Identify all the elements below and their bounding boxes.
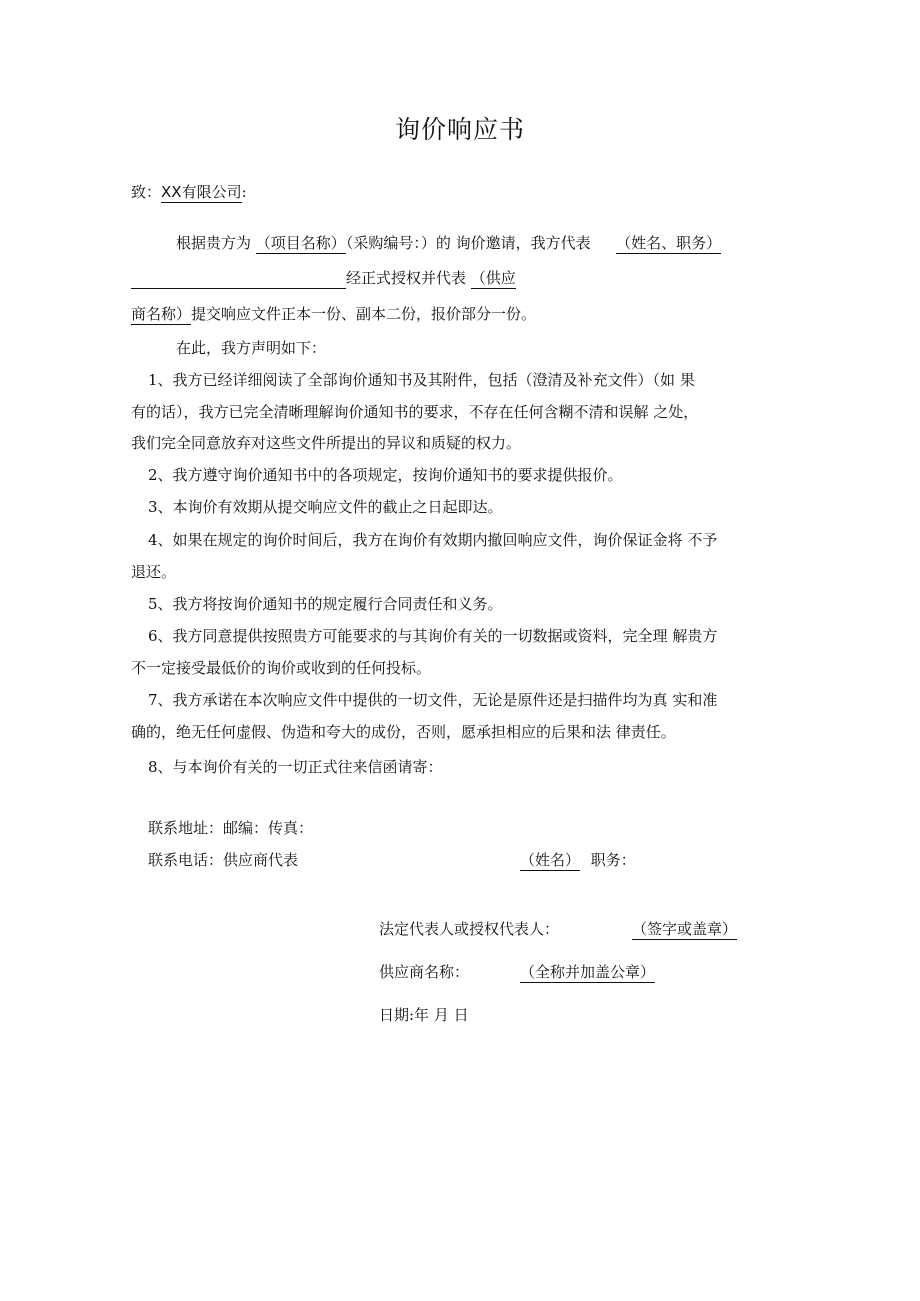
item-1-line-2: 有的话），我方已完全清晰理解询价通知书的要求，不存在任何含糊不清和误解 之处， <box>131 403 699 421</box>
supplier-name-field-b: 商名称） <box>131 305 192 323</box>
intro-text-1: 根据贵方为 <box>176 234 252 252</box>
item-7-line-2: 确的，绝无任何虚假、伪造和夸大的成份，否则，愿承担相应的后果和法 律责任。 <box>131 723 676 741</box>
intro-text-3: 经正式授权并代表 <box>346 269 467 287</box>
intro-text-2: （采购编号：）的 询价邀请，我方代表 <box>345 234 591 252</box>
legal-rep-signature-field: （签字或盖章） <box>632 920 738 938</box>
supplier-label: 供应商名称： <box>379 963 470 981</box>
intro-line-2 <box>131 268 516 289</box>
representative-field: （姓名、职务） <box>616 234 722 252</box>
legal-rep-label: 法定代表人或授权代表人： <box>379 920 560 938</box>
contact-name-line <box>520 850 636 870</box>
item-6-line-2: 不一定接受最低价的询价或收到的任何投标。 <box>131 659 432 677</box>
recipient-line <box>131 182 247 202</box>
contact-phone: 联系电话：供应商代表 <box>148 851 299 869</box>
page-title: 询价响应书 <box>394 115 525 144</box>
recipient-company: XX有限公司 <box>161 183 242 201</box>
item-4-line-2: 退还。 <box>131 563 177 581</box>
item-5-line-1: 5、我方将按询价通知书的规定履行合同责任和义务。 <box>148 595 503 613</box>
item-6-line-1: 6、我方同意提供按照贵方可能要求的与其询价有关的一切数据或资料，完全理 解贵方 <box>148 627 718 645</box>
intro-text-4: 提交响应文件正本一份、副本二份，报价部分一份。 <box>191 305 537 323</box>
contact-address: 联系地址：邮编：传真： <box>148 819 314 837</box>
contact-position: 职务： <box>590 851 636 869</box>
supplier-seal-field: （全称并加盖公章） <box>520 963 656 981</box>
item-2-line-1: 2、我方遵守询价通知书中的各项规定，按询价通知书的要求提供报价。 <box>148 466 623 484</box>
item-7-line-1: 7、我方承诺在本次响应文件中提供的一切文件，无论是原件还是扫描件均为真 实和准 <box>148 691 718 709</box>
legal-rep-field <box>632 919 737 939</box>
date-line: 日期:年 月 日 <box>379 1006 469 1024</box>
authorized-blank <box>131 271 346 289</box>
supplier-name-field-a: （供应 <box>470 269 516 287</box>
intro-line-3 <box>131 304 536 324</box>
item-1-line-1: 1、我方已经详细阅读了全部询价通知书及其附件，包括（澄清及补充文件）（如 果 <box>148 371 695 389</box>
recipient-suffix: : <box>241 183 247 201</box>
item-4-line-1: 4、如果在规定的询价时间后，我方在询价有效期内撤回响应文件，询价保证金将 不予 <box>148 531 718 549</box>
contact-name-field: （姓名） <box>520 851 581 869</box>
declaration-heading: 在此，我方声明如下： <box>176 339 327 357</box>
supplier-field <box>520 962 655 982</box>
project-name-field: （项目名称） <box>255 234 346 252</box>
intro-line-1 <box>176 233 721 253</box>
item-8-line-1: 8、与本询价有关的一切正式往来信函请寄： <box>148 758 443 776</box>
recipient-prefix: 致： <box>131 183 162 201</box>
item-3-line-1: 3、本询价有效期从提交响应文件的截止之日起即达。 <box>148 498 503 516</box>
item-1-line-3: 我们完全同意放弃对这些文件所提出的异议和质疑的权力。 <box>131 434 522 452</box>
